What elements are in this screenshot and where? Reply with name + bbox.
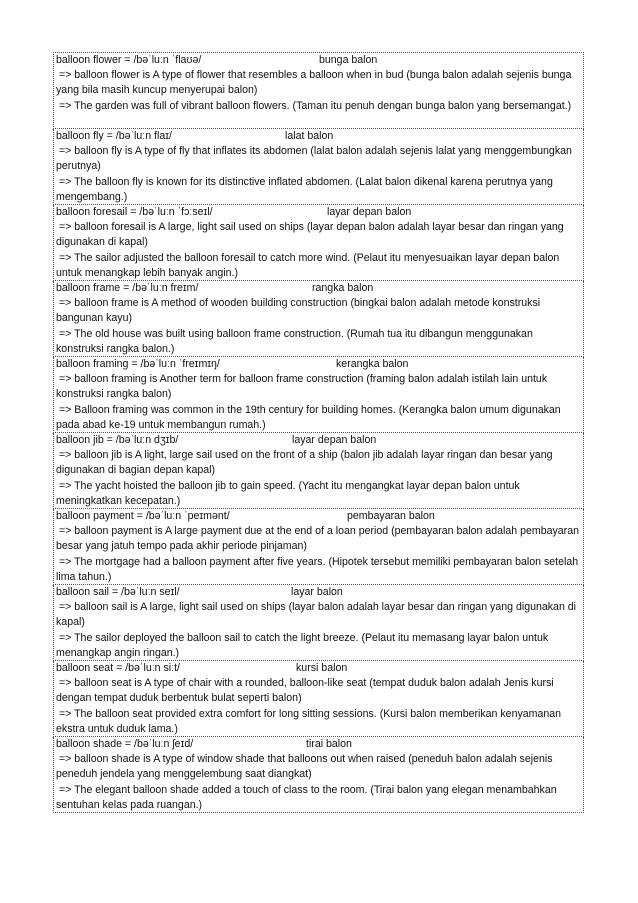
vocabulary-entry — [53, 509, 584, 585]
vocabulary-entry — [53, 129, 584, 205]
term-translation: kerangka balon — [336, 358, 409, 370]
entry-header — [56, 281, 583, 296]
vocabulary-entry — [53, 585, 584, 661]
definition-text: => balloon seat is A type of chair with a rounded, balloon-like seat (tempat duduk balon adalah Jenis kursi dengan tempat duduk berbentuk bulat seperti balon) — [56, 677, 557, 705]
term-pronunciation: balloon sail = /bəˈluːn seɪl/ — [56, 586, 180, 598]
term-pronunciation: balloon jib = /bəˈluːn dʒɪb/ — [56, 434, 179, 446]
definition-text: => balloon foresail is A large, light sail used on ships (layar depan balon adalah layar besar dan ringan yang digunakan di kapal) — [56, 221, 567, 249]
entry-header — [56, 433, 583, 448]
vocabulary-entry — [53, 737, 584, 813]
term-pronunciation: balloon payment = /bəˈluːn ˈpeɪmənt/ — [56, 510, 230, 522]
example-sentence: => Balloon framing was common in the 19th century for building homes. (Kerangka balon umum digunakan pada abad ke-19 untuk membangun rumah.) — [56, 403, 564, 431]
term-pronunciation: balloon shade = /bəˈluːn ʃeɪd/ — [56, 738, 194, 750]
term-translation: layar balon — [291, 586, 343, 598]
term-translation: layar depan balon — [292, 434, 377, 446]
definition-text: => balloon jib is A light, large sail used on the front of a ship (balon jib adalah layar ringan dan besar yang digunakan di bagian depan kapal) — [56, 449, 556, 477]
example-sentence: => The mortgage had a balloon payment after five years. (Hipotek tersebut memiliki pembayaran balon setelah lima tahun.) — [56, 555, 582, 583]
definition-text: => balloon framing is Another term for balloon frame construction (framing balon adalah istilah lain untuk konstruksi rangka balon) — [56, 373, 551, 401]
entry-header — [56, 129, 583, 144]
example-sentence: => The yacht hoisted the balloon jib to gain speed. (Yacht itu mengangkat layar depan balon untuk meningkatkan kecepatan.) — [56, 479, 523, 507]
entry-header — [56, 205, 583, 220]
term-translation: rangka balon — [312, 282, 374, 294]
entry-header — [56, 737, 583, 752]
definition-text: => balloon flower is A type of flower that resembles a balloon when in bud (bunga balon adalah sejenis bunga yang bila masih kuncup menyerupai balon) — [56, 69, 575, 97]
vocabulary-entry — [53, 52, 584, 129]
term-pronunciation: balloon flower = /bəˈluːn ˈflaʊə/ — [56, 54, 202, 66]
entry-header — [56, 53, 583, 68]
term-pronunciation: balloon framing = /bəˈluːn ˈfreɪmɪŋ/ — [56, 358, 220, 370]
entry-header — [56, 661, 583, 676]
example-sentence: => The sailor adjusted the balloon foresail to catch more wind. (Pelaut itu menyesuaikan layar depan balon untuk menangkap lebih banyak angin.) — [56, 251, 563, 279]
vocabulary-list — [53, 52, 584, 813]
example-sentence: => The old house was built using balloon frame construction. (Rumah tua itu dibangun menggunakan konstruksi rangka balon.) — [56, 327, 536, 355]
term-translation: pembayaran balon — [347, 510, 435, 522]
term-translation: bunga balon — [319, 54, 378, 66]
term-pronunciation: balloon frame = /bəˈluːn freɪm/ — [56, 282, 199, 294]
vocabulary-entry — [53, 205, 584, 281]
example-sentence: => The balloon seat provided extra comfort for long sitting sessions. (Kursi balon memberikan kenyamanan ekstra untuk duduk lama.) — [56, 707, 565, 735]
term-translation: tirai balon — [306, 738, 352, 750]
definition-text: => balloon sail is A large, light sail used on ships (layar balon adalah layar besar dan ringan yang digunakan di kapal) — [56, 601, 579, 629]
term-pronunciation: balloon fly = /bəˈluːn flaɪ/ — [56, 130, 172, 142]
entry-header — [56, 509, 583, 524]
term-translation: layar depan balon — [327, 206, 412, 218]
term-pronunciation: balloon foresail = /bəˈluːn ˈfɔːseɪl/ — [56, 206, 213, 218]
example-sentence: => The sailor deployed the balloon sail to catch the light breeze. (Pelaut itu memasang layar balon untuk menangkap angin ringan.) — [56, 631, 552, 659]
definition-text: => balloon frame is A method of wooden building construction (bingkai balon adalah metode konstruksi bangunan kayu) — [56, 297, 544, 325]
entry-header — [56, 585, 583, 600]
term-translation: lalat balon — [285, 130, 334, 142]
vocabulary-entry — [53, 661, 584, 737]
vocabulary-entry — [53, 433, 584, 509]
example-sentence: => The balloon fly is known for its distinctive inflated abdomen. (Lalat balon dikenal karena perutnya yang mengembang.) — [56, 175, 556, 203]
entry-header — [56, 357, 583, 372]
definition-text: => balloon payment is A large payment due at the end of a loan period (pembayaran balon adalah pembayaran besar yang jatuh tempo pada akhir periode pinjaman) — [56, 525, 582, 553]
vocabulary-entry — [53, 357, 584, 433]
example-sentence: => The elegant balloon shade added a touch of class to the room. (Tirai balon yang elegan menambahkan sentuhan kelas pada ruangan.) — [56, 783, 560, 811]
term-pronunciation: balloon seat = /bəˈluːn siːt/ — [56, 662, 180, 674]
vocabulary-entry — [53, 281, 584, 357]
definition-text: => balloon fly is A type of fly that inflates its abdomen (lalat balon adalah sejenis lalat yang menggembungkan perutnya) — [56, 145, 575, 173]
definition-text: => balloon shade is A type of window shade that balloons out when raised (peneduh balon adalah sejenis peneduh jendela yang menggelembung saat diangkat) — [56, 753, 556, 781]
term-translation: kursi balon — [296, 662, 348, 674]
example-sentence: => The garden was full of vibrant balloon flowers. (Taman itu penuh dengan bunga balon yang bersemangat.) — [56, 99, 572, 112]
